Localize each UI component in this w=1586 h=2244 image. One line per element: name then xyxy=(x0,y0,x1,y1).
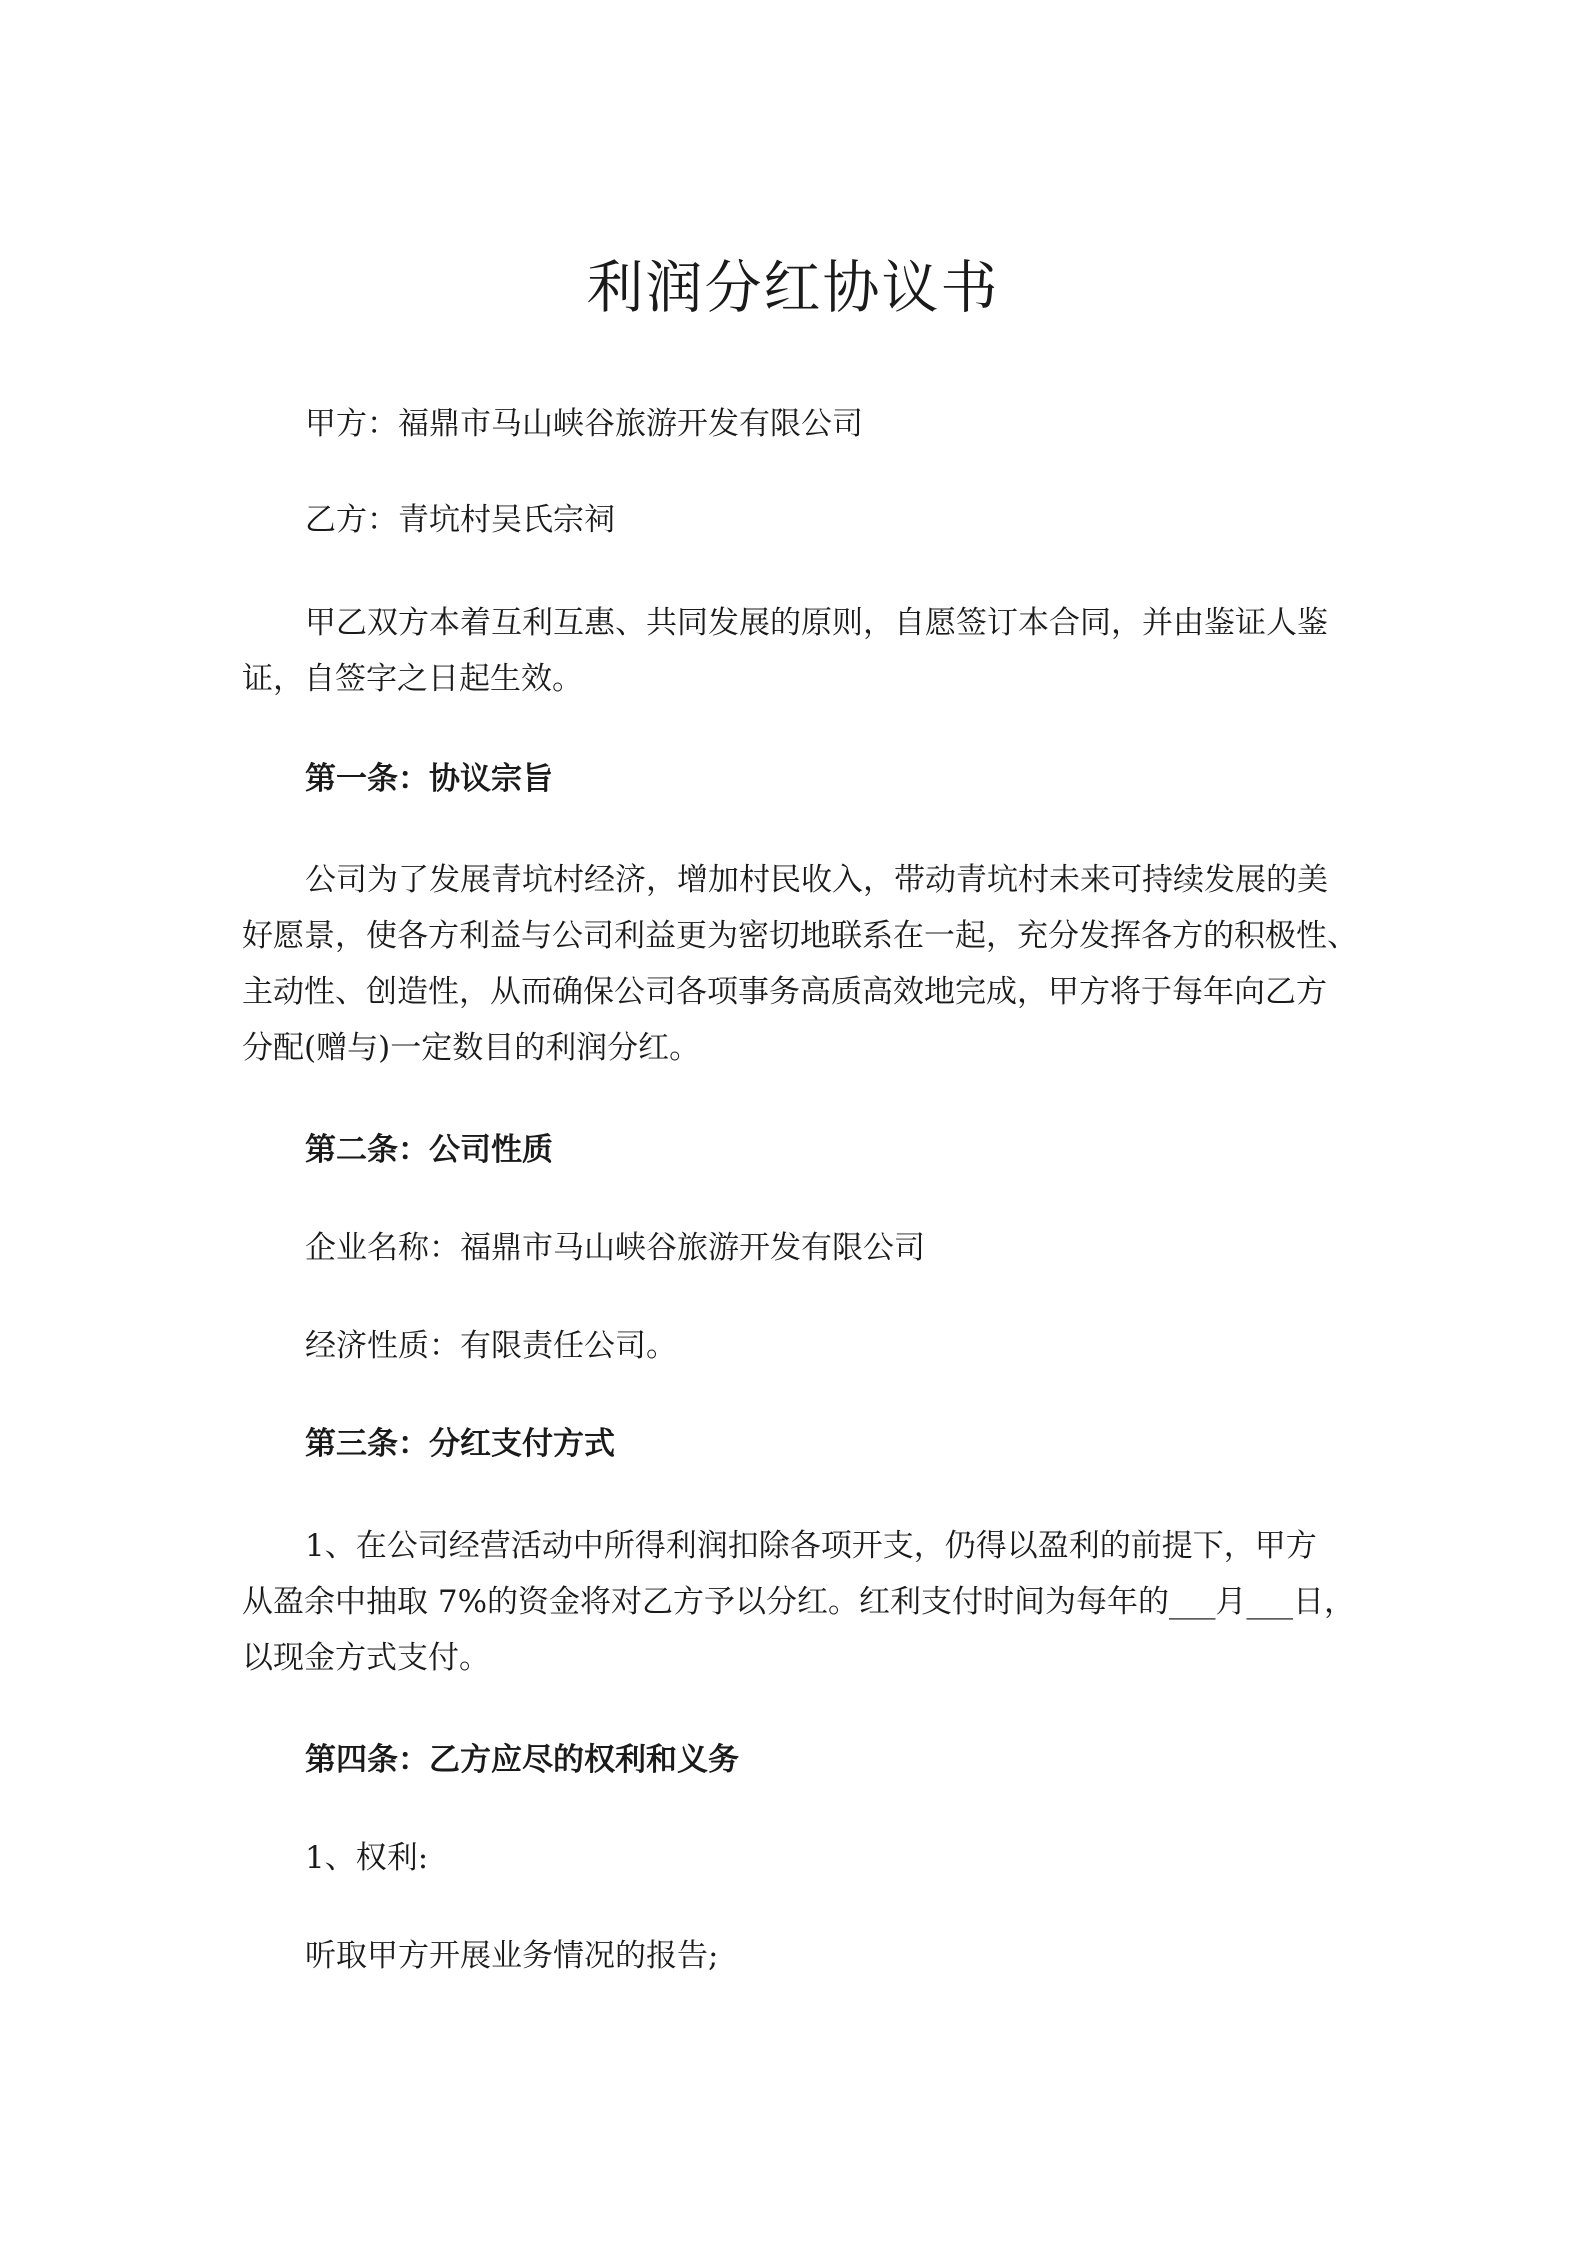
article-1-line-1: 公司为了发展青坑村经济，增加村民收入，带动青坑村未来可持续发展的美 xyxy=(305,862,1328,898)
article-1-line-2: 好愿景，使各方利益与公司利益更为密切地联系在一起，充分发挥各方的积极性、 xyxy=(242,918,1358,954)
economic-nature-line: 经济性质：有限责任公司。 xyxy=(305,1328,677,1364)
article-1-line-3: 主动性、创造性，从而确保公司各项事务高质高效地完成，甲方将于每年向乙方 xyxy=(242,974,1327,1010)
party-b-line: 乙方：青坑村吴氏宗祠 xyxy=(305,502,615,538)
article-1-line-4: 分配(赠与)一定数目的利润分红。 xyxy=(242,1030,701,1066)
article-3-heading: 第三条：分红支付方式 xyxy=(305,1426,615,1462)
intro-line-2: 证，自签字之日起生效。 xyxy=(242,661,583,697)
party-a-line: 甲方：福鼎市马山峡谷旅游开发有限公司 xyxy=(305,406,863,442)
article-4-heading: 第四条：乙方应尽的权利和义务 xyxy=(305,1742,739,1778)
rights-item-1: 听取甲方开展业务情况的报告; xyxy=(305,1938,719,1974)
article-3-line-2: 从盈余中抽取 7%的资金将对乙方予以分红。红利支付时间为每年的___月___日， xyxy=(242,1584,1356,1620)
article-3-line-3: 以现金方式支付。 xyxy=(242,1640,490,1676)
rights-label: 1、权利: xyxy=(305,1840,429,1876)
company-name-line: 企业名称：福鼎市马山峡谷旅游开发有限公司 xyxy=(305,1230,925,1266)
article-1-heading: 第一条：协议宗旨 xyxy=(305,761,553,797)
intro-line-1: 甲乙双方本着互利互惠、共同发展的原则，自愿签订本合同，并由鉴证人鉴 xyxy=(305,605,1328,641)
article-2-heading: 第二条：公司性质 xyxy=(305,1132,553,1168)
document-title: 利润分红协议书 xyxy=(586,255,1000,321)
article-3-line-1: 1、在公司经营活动中所得利润扣除各项开支，仍得以盈利的前提下，甲方 xyxy=(305,1528,1317,1564)
